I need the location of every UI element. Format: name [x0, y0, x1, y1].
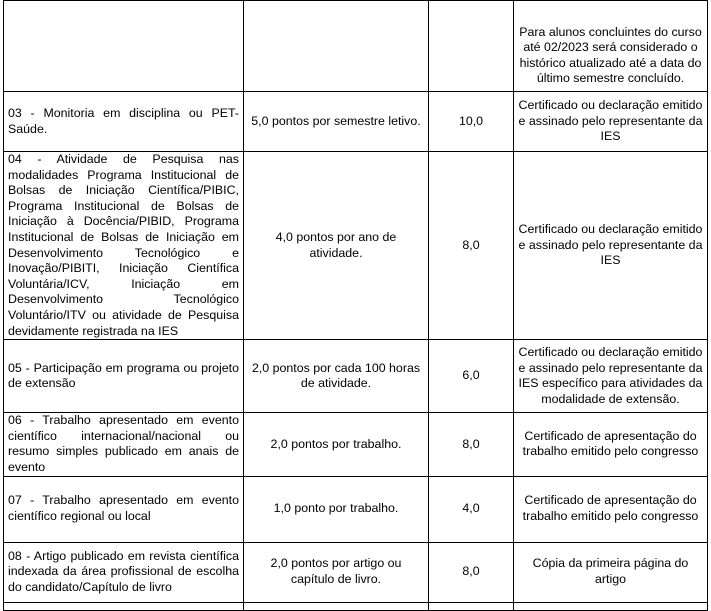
points-cell: 5,0 pontos por semestre letivo. [244, 92, 429, 152]
item-cell: 04 - Atividade de Pesquisa nas modalidades Programa Institucional de Bolsas de Iniciação Científica/PIBIC, Programa Institucional de Bolsas de Iniciação à Docência/PIBID, Programa Institucional de Bolsas de Iniciação em Desenvolvimento Tecnológico e Inovação/PIBITI, Iniciação Científica Voluntária/ICV, Iniciação em Desenvolvimento Tecnológico Voluntário/ITV ou atividade de Pesquisa devidamente registrada na IES [4, 152, 244, 340]
item-cell: 03 - Monitoria em disciplina ou PET-Saúde. [4, 92, 244, 152]
empty-cell [429, 602, 514, 610]
max-cell [429, 1, 514, 92]
empty-cell [514, 602, 708, 610]
points-cell: 4,0 pontos por ano de atividade. [244, 152, 429, 340]
table-row [4, 602, 708, 610]
max-cell: 6,0 [429, 340, 514, 413]
table-row [4, 1, 708, 92]
max-cell: 8,0 [429, 152, 514, 340]
table-row [4, 92, 708, 152]
table-row [4, 542, 708, 602]
item-cell: 08 - Artigo publicado em revista científica indexada da área profissional de escolha do candidato/Capítulo de livro [4, 542, 244, 602]
proof-cell: Certificado ou declaração emitido e assinado pelo representante da IES [514, 92, 708, 152]
proof-cell: Para alunos concluintes do curso até 02/2023 será considerado o histórico atualizado até a data do último semestre concluído. [514, 1, 708, 92]
proof-cell: Certificado ou declaração emitido e assinado pelo representante da IES [514, 152, 708, 340]
criteria-table [3, 0, 708, 611]
points-cell: 1,0 ponto por trabalho. [244, 476, 429, 542]
table-row [4, 340, 708, 413]
empty-cell [244, 602, 429, 610]
points-cell: 2,0 pontos por trabalho. [244, 413, 429, 476]
item-cell [4, 1, 244, 92]
table-row [4, 476, 708, 542]
points-cell: 2,0 pontos por cada 100 horas de atividade. [244, 340, 429, 413]
item-cell: 06 - Trabalho apresentado em evento científico internacional/nacional ou resumo simples publicado em anais de evento [4, 413, 244, 476]
proof-cell: Cópia da primeira página do artigo [514, 542, 708, 602]
max-cell: 10,0 [429, 92, 514, 152]
max-cell: 4,0 [429, 476, 514, 542]
points-cell [244, 1, 429, 92]
proof-cell: Certificado ou declaração emitido e assinado pelo representante da IES específico para atividades da modalidade de extensão. [514, 340, 708, 413]
points-cell: 2,0 pontos por artigo ou capítulo de livro. [244, 542, 429, 602]
empty-cell [4, 602, 244, 610]
table-row [4, 413, 708, 476]
proof-cell: Certificado de apresentação do trabalho emitido pelo congresso [514, 476, 708, 542]
item-cell: 05 - Participação em programa ou projeto de extensão [4, 340, 244, 413]
max-cell: 8,0 [429, 413, 514, 476]
item-cell: 07 - Trabalho apresentado em evento científico regional ou local [4, 476, 244, 542]
proof-cell: Certificado de apresentação do trabalho emitido pelo congresso [514, 413, 708, 476]
max-cell: 8,0 [429, 542, 514, 602]
table-row [4, 152, 708, 340]
